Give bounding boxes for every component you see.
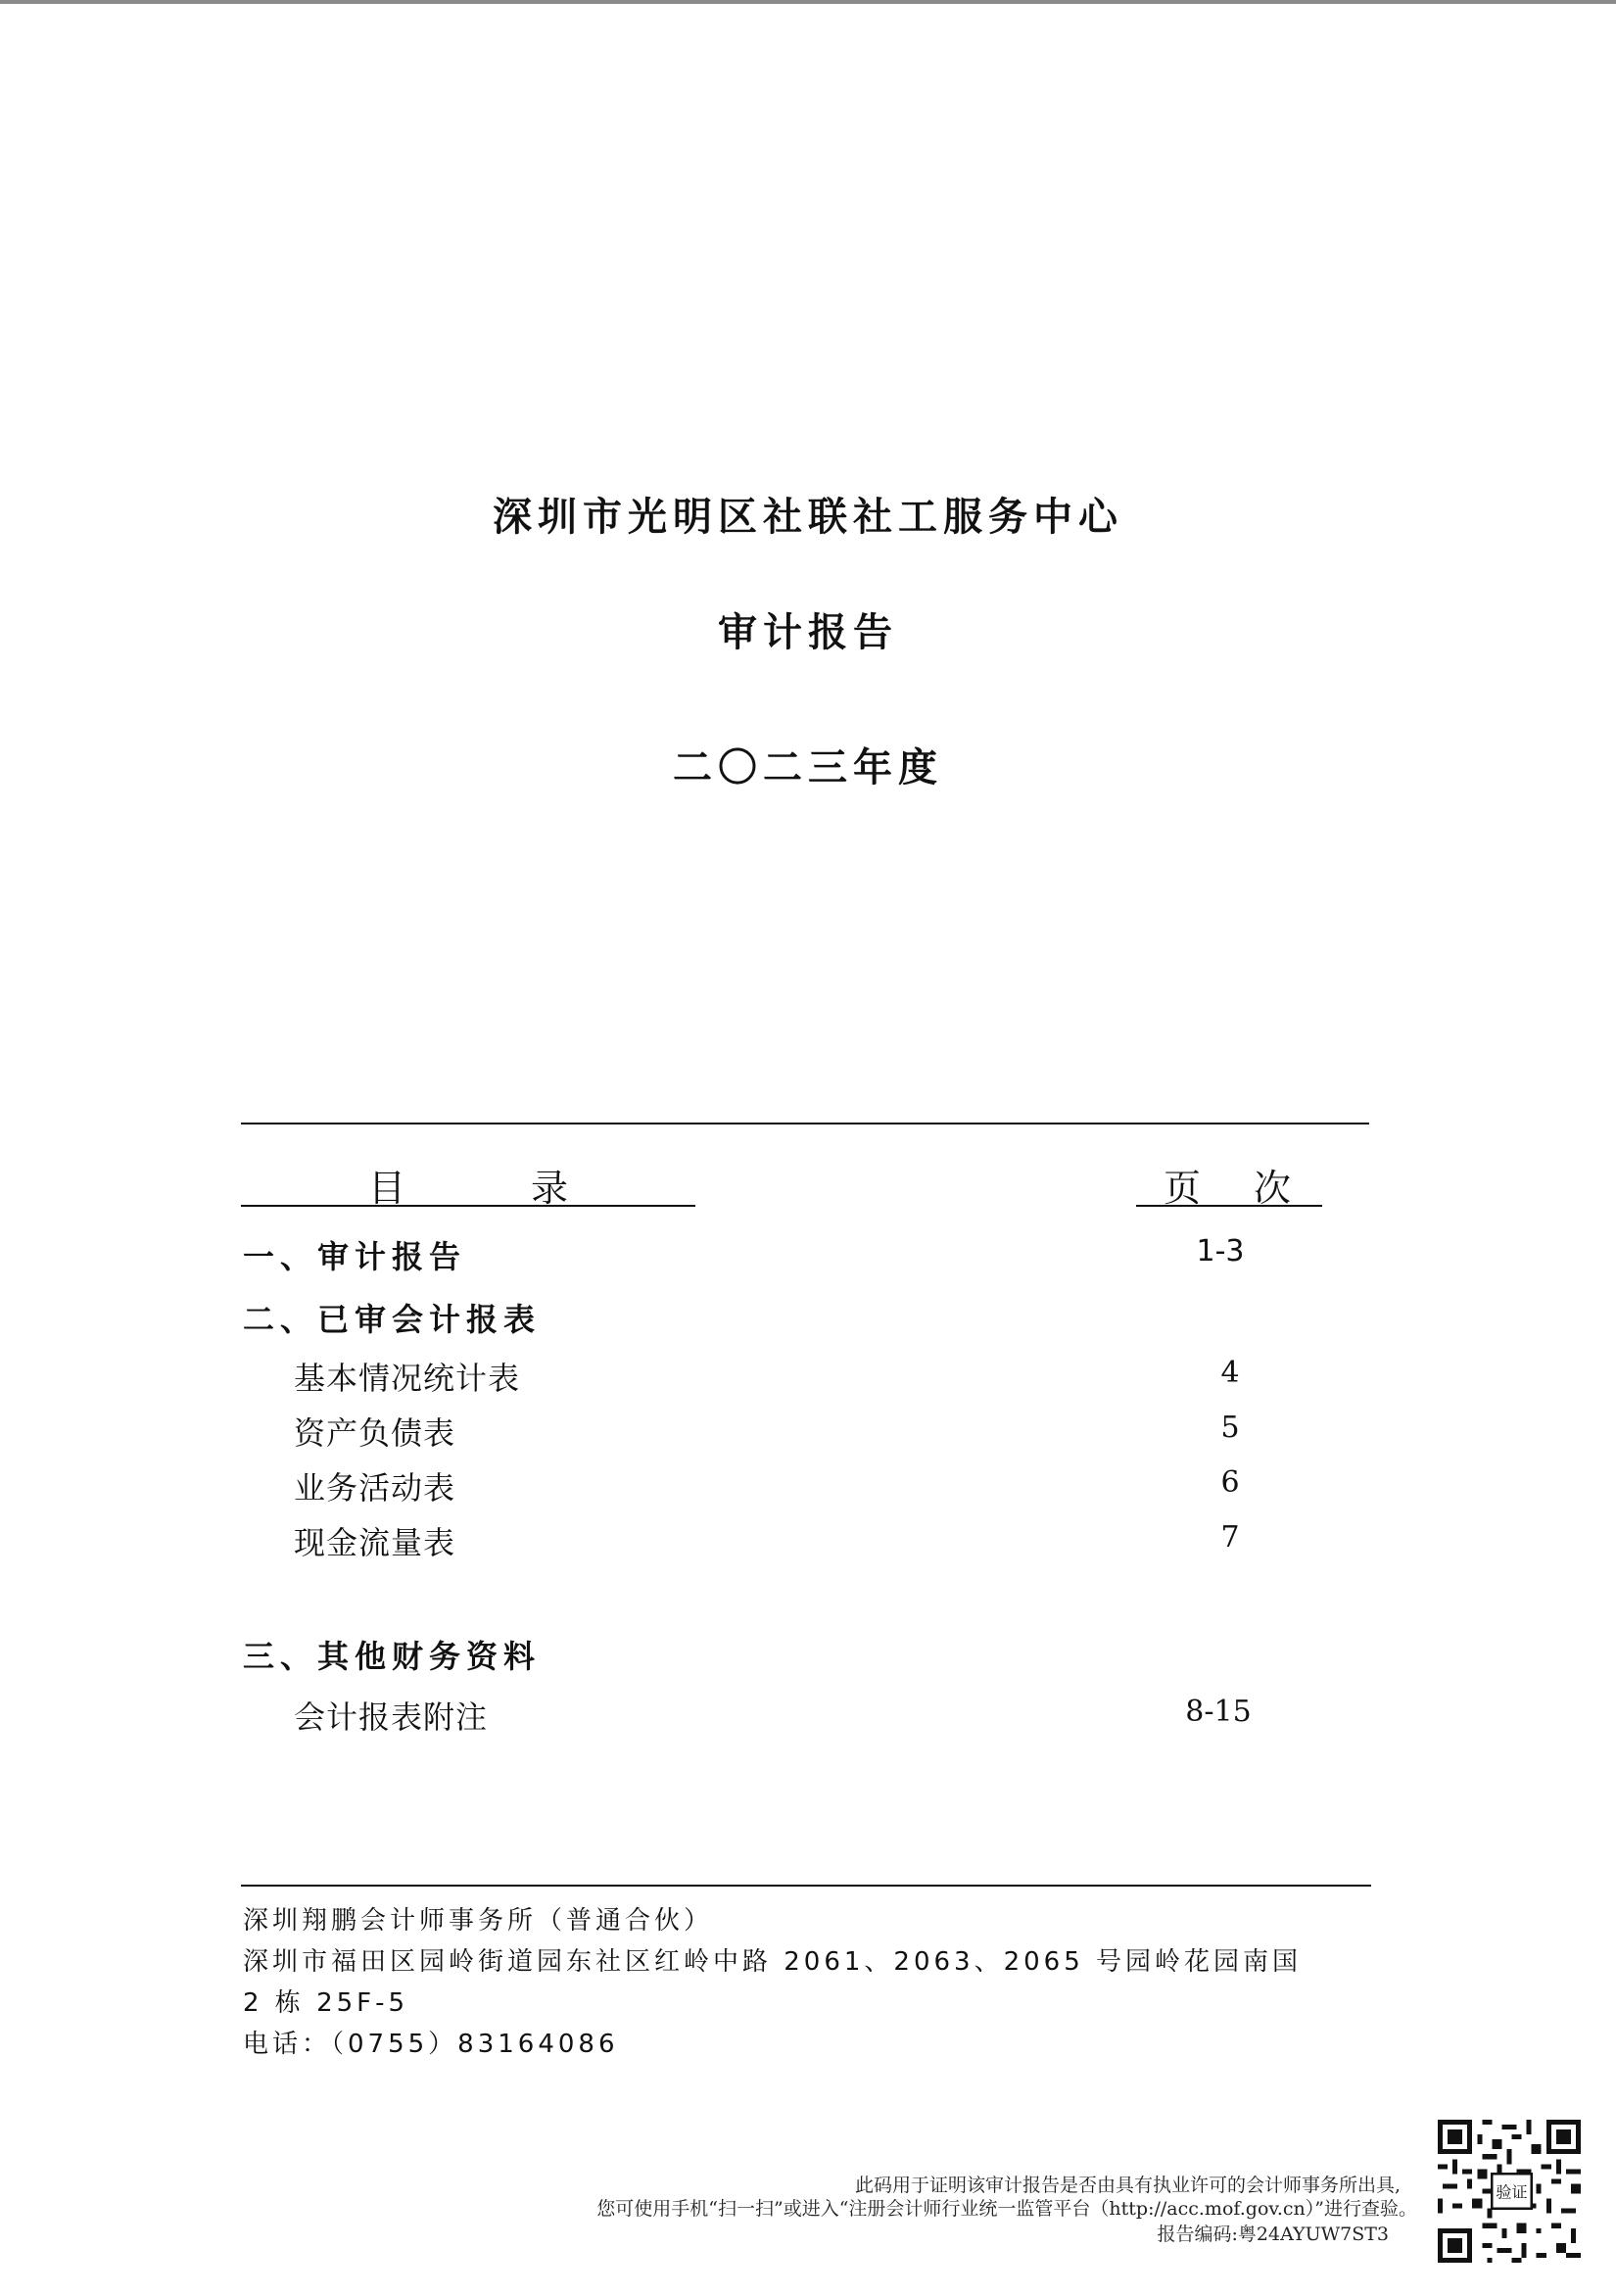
- firm-address-line1: 深圳市福田区园岭街道园东社区红岭中路 2061、2063、2065 号园岭花园南国: [243, 1947, 1303, 1977]
- toc-page-activity-statement: 6: [1220, 1465, 1240, 1500]
- toc-header-page: [1136, 1158, 1322, 1210]
- report-title: 审计报告: [718, 610, 898, 655]
- organization-name: 深圳市光明区社联社工服务中心: [493, 495, 1123, 540]
- qr-badge-text: 验证: [1496, 2182, 1528, 2202]
- toc-item-cash-flow: 现金流量表: [294, 1524, 456, 1561]
- report-year: 二〇二三年度: [673, 745, 943, 790]
- toc-page-cash-flow: 7: [1220, 1520, 1240, 1555]
- toc-section-audited-statements: 二、已审会计报表: [243, 1301, 542, 1338]
- toc-item-basic-statistics: 基本情况统计表: [294, 1360, 521, 1397]
- firm-phone: 电话：（0755）83164086: [243, 2030, 619, 2059]
- toc-page-audit-report: 1-3: [1196, 1234, 1245, 1268]
- firm-top-rule: [241, 1885, 1371, 1887]
- toc-section-other-financial: 三、其他财务资料: [243, 1638, 542, 1675]
- firm-address-line2: 2 栋 25F-5: [243, 1988, 409, 2018]
- toc-section-audit-report: 一、审计报告: [243, 1238, 467, 1275]
- toc-item-balance-sheet: 资产负债表: [294, 1414, 456, 1452]
- verification-note-line1: 此码用于证明该审计报告是否由具有执业许可的会计师事务所出具,: [854, 2175, 1401, 2196]
- toc-page-notes: 8-15: [1185, 1695, 1252, 1729]
- toc-top-rule: [241, 1123, 1369, 1124]
- toc-page-basic-statistics: 4: [1220, 1356, 1240, 1390]
- toc-item-notes: 会计报表附注: [294, 1698, 489, 1736]
- verification-qr-code[interactable]: [1438, 2120, 1581, 2263]
- toc-header-contents-char2: 录: [531, 1167, 569, 1210]
- toc-header-page-char1: 页: [1164, 1167, 1202, 1210]
- verification-note-line2: 您可使用手机“扫一扫”或进入“注册会计师行业统一监管平台（http://acc.mof.gov.cn）”进行查验。: [596, 2198, 1417, 2220]
- firm-name: 深圳翔鹏会计师事务所（普通合伙）: [243, 1906, 714, 1936]
- toc-page-balance-sheet: 5: [1220, 1411, 1240, 1445]
- toc-item-activity-statement: 业务活动表: [294, 1469, 456, 1507]
- verification-report-code: 报告编码:粤24AYUW7ST3: [1157, 2224, 1389, 2245]
- toc-header-contents-char1: 目: [368, 1167, 406, 1210]
- scan-edge: [0, 0, 1616, 4]
- toc-header-contents: [241, 1158, 695, 1210]
- toc-header-page-char2: 次: [1254, 1167, 1292, 1210]
